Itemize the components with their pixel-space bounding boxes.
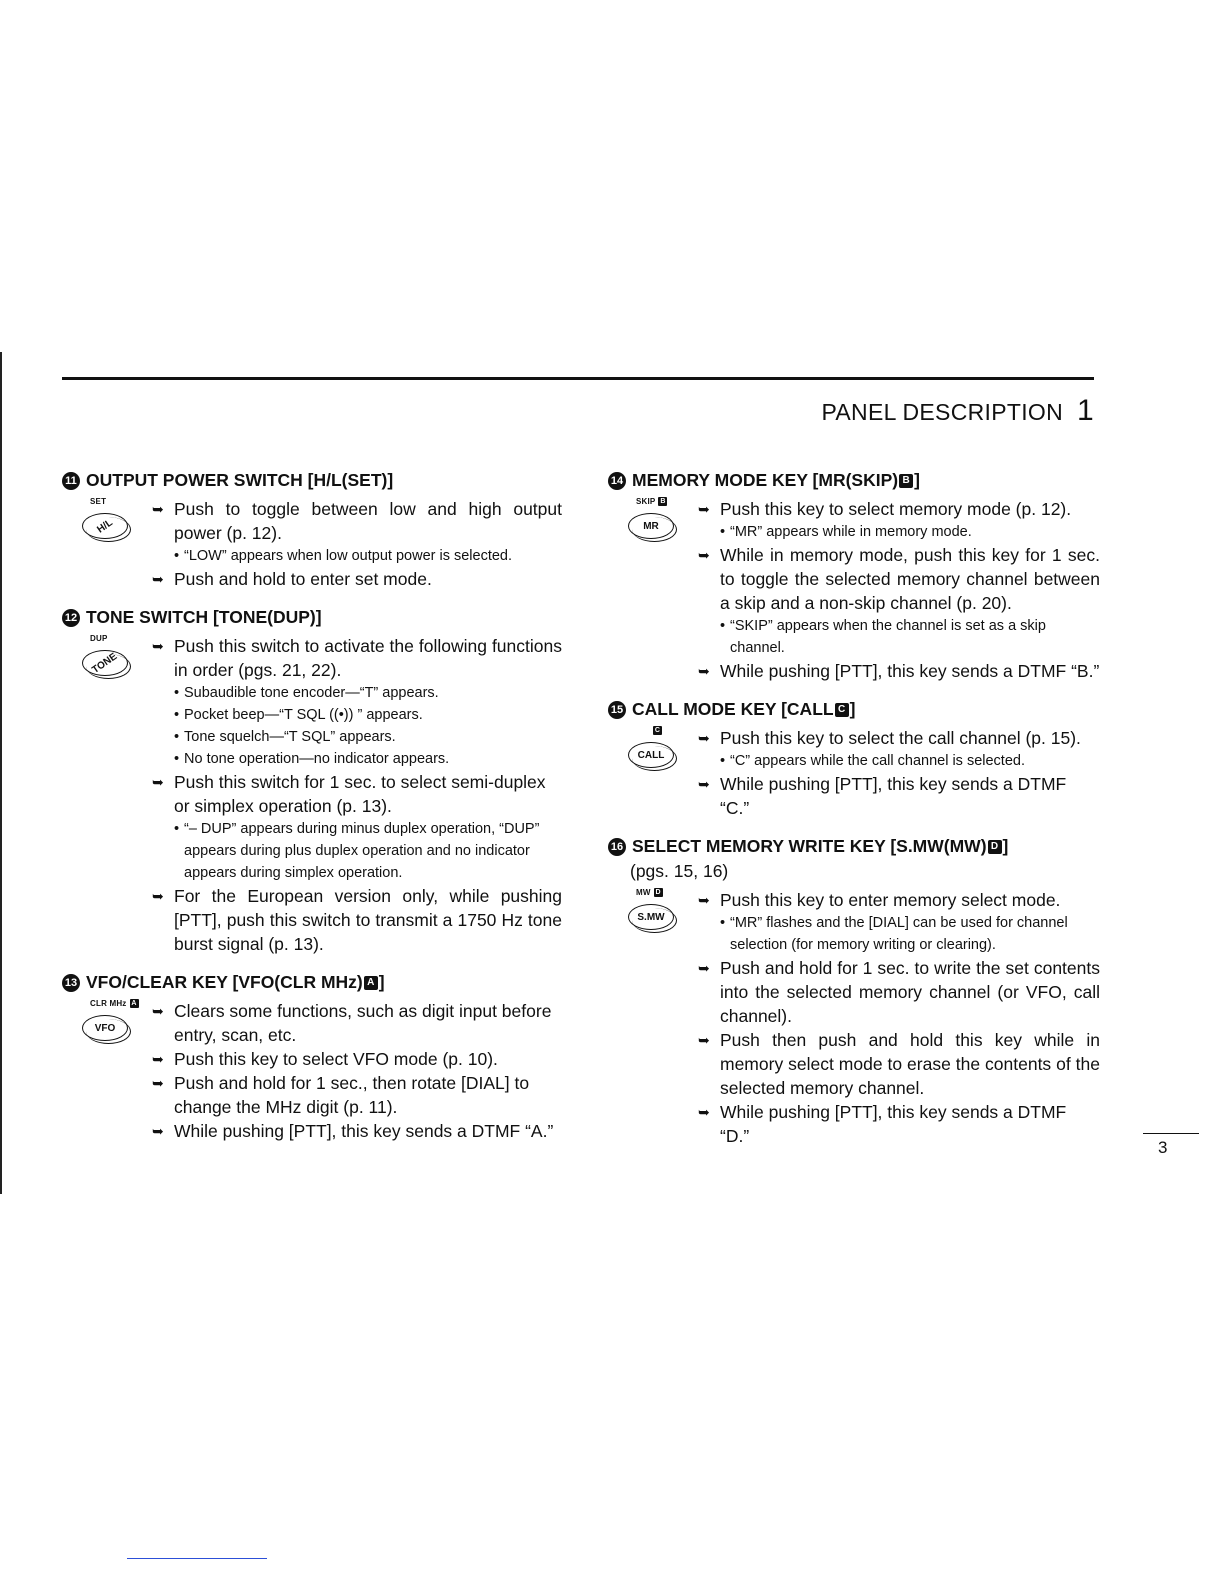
section-11 [62,470,562,591]
key-secondary-label [90,634,108,643]
key-letter-icon: C [654,727,661,734]
bullet-text: “MR” appears while in memory mode. [730,524,972,540]
bullet-item [174,704,562,726]
bullet-text: Pocket beep—“T SQL ((•)) ” appears. [184,707,423,723]
list-item [152,497,562,545]
section-body [62,497,562,591]
page-number: 3 [1158,1138,1168,1157]
page-header [821,394,1094,428]
key-letter-icon: B [660,498,666,505]
section-title: PANEL DESCRIPTION [821,399,1063,425]
section-heading-text: OUTPUT POWER SWITCH [H/L(SET)] [86,470,394,490]
key-letter-icon: D [655,889,661,896]
bullet-dot-icon: • [720,618,726,634]
bullet-dot-icon: • [174,729,180,745]
section-heading [62,607,562,628]
arrow-right-icon: ➥ [152,774,164,790]
item-list [152,634,562,956]
key-secondary-label [90,497,106,506]
arrow-right-icon: ➥ [698,776,710,792]
page-number-rule [1143,1133,1199,1134]
key-letter-icon: A [131,1000,137,1007]
key-secondary-label [90,999,140,1008]
bullet-text: “SKIP” appears when the channel is set as a skip channel. [730,618,1046,656]
arrow-right-icon: ➥ [698,1104,710,1120]
bullet-dot-icon: • [720,915,726,931]
item-text: Clears some functions, such as digit input before entry, scan, etc. [174,1001,552,1045]
section-13 [62,972,562,1143]
item-text: Push this key to select the call channel (p. 15). [720,728,1081,748]
page-left-edge [0,352,2,1194]
item-text: Push this key to select memory mode (p. 12). [720,499,1072,519]
list-item [698,543,1100,615]
section-heading-end: ] [1002,836,1009,856]
bullet-item [720,521,1100,543]
key-cap-label: CALL [637,749,665,761]
key-secondary-text: DUP [90,634,108,643]
section-14 [608,470,1100,683]
bullet-dot-icon: • [174,707,180,723]
right-column [608,470,1100,1164]
bullet-item [720,615,1100,659]
circled-number-icon: 14 [608,472,626,490]
key-cap-label: TONE [90,650,120,676]
list-item [152,999,562,1047]
item-list [698,497,1100,683]
bullet-dot-icon: • [174,548,180,564]
key-cap [82,650,128,676]
footer-rule [127,1558,267,1559]
list-item [698,659,1100,683]
item-text: Push this key to enter memory select mode. [720,890,1061,910]
arrow-right-icon: ➥ [152,1123,164,1139]
section-body [608,497,1100,683]
arrow-right-icon: ➥ [152,638,164,654]
bullet-item [720,750,1100,772]
circled-number-icon: 16 [608,838,626,856]
key-letter-icon: D [988,840,1002,854]
item-text: Push then push and hold this key while in memory select mode to erase the contents of the selected memory channel. [720,1030,1100,1098]
key-cap [82,513,128,539]
item-text: Push and hold to enter set mode. [174,569,432,589]
item-text: Push this switch for 1 sec. to select semi-duplex or simplex operation (p. 13). [174,772,546,816]
circled-number-icon: 12 [62,609,80,627]
item-text: Push and hold for 1 sec. to write the set contents into the selected memory channel (or VFO, call channel). [720,958,1100,1026]
arrow-right-icon: ➥ [152,1003,164,1019]
key-secondary-text: MW [636,888,651,897]
key-button-icon [62,497,152,591]
key-button-icon [62,634,152,956]
list-item [698,772,1100,820]
arrow-right-icon: ➥ [698,501,710,517]
section-heading-end: ] [378,972,385,992]
bullet-text: “– DUP” appears during minus duplex operation, “DUP” appears during plus duplex operation and no indicator appears during simplex operation. [184,821,540,881]
list-item [152,1047,562,1071]
arrow-right-icon: ➥ [698,663,710,679]
section-body [62,634,562,956]
item-text: While pushing [PTT], this key sends a DTMF “A.” [174,1121,554,1141]
key-button-icon [608,726,698,820]
list-item [152,1119,562,1143]
bullet-dot-icon: • [720,524,726,540]
bullet-dot-icon: • [174,751,180,767]
list-item [152,770,562,818]
circled-number-icon: 11 [62,472,80,490]
item-list [698,726,1100,820]
key-secondary-label [652,726,663,735]
arrow-right-icon: ➥ [698,547,710,563]
section-12 [62,607,562,956]
section-heading [608,699,1100,720]
key-secondary-text: SET [90,497,107,506]
bullet-item [720,912,1100,956]
arrow-right-icon: ➥ [152,1075,164,1091]
list-item [152,1071,562,1119]
circled-number-icon: 15 [608,701,626,719]
key-secondary-text: SKIP [636,497,656,506]
key-letter-icon: C [835,703,849,717]
bullet-text: “MR” flashes and the [DIAL] can be used for channel selection (for memory writing or clearing). [730,915,1068,953]
bullet-dot-icon: • [174,821,180,837]
bullet-dot-icon: • [174,685,180,701]
circled-number-icon: 13 [62,974,80,992]
section-heading-text: VFO/CLEAR KEY [VFO(CLR MHz) [86,972,363,992]
list-item [152,567,562,591]
key-letter-icon: B [899,474,913,488]
bullet-item [174,726,562,748]
arrow-right-icon: ➥ [698,1032,710,1048]
list-item [698,1100,1100,1148]
bullet-item [174,545,562,567]
bullet-text: “LOW” appears when low output power is selected. [184,548,513,564]
section-body [608,888,1100,1148]
key-cap-label: H/L [95,516,115,536]
item-text: Push and hold for 1 sec., then rotate [DIAL] to change the MHz digit (p. 11). [174,1073,530,1117]
key-cap-label: VFO [94,1022,116,1034]
arrow-right-icon: ➥ [152,1051,164,1067]
section-heading-text: SELECT MEMORY WRITE KEY [S.MW(MW) [632,836,987,856]
key-button-icon [608,888,698,1148]
key-cap [628,904,674,930]
arrow-right-icon: ➥ [698,960,710,976]
arrow-right-icon: ➥ [698,892,710,908]
arrow-right-icon: ➥ [152,571,164,587]
section-heading-end: ] [914,470,920,490]
item-text: While in memory mode, push this key for 1 sec. to toggle the selected memory channel between a skip and a non-skip channel (p. 20). [720,545,1100,613]
left-column [62,470,562,1159]
item-list [152,497,562,591]
section-heading-text: CALL MODE KEY [CALL [632,699,834,719]
list-item [698,497,1100,521]
arrow-right-icon: ➥ [152,501,164,517]
section-heading [608,836,1100,857]
section-heading-text: MEMORY MODE KEY [MR(SKIP) [632,470,899,490]
list-item [152,884,562,956]
key-button-icon [608,497,698,683]
item-text: While pushing [PTT], this key sends a DTMF “B.” [720,661,1100,681]
arrow-right-icon: ➥ [698,730,710,746]
key-cap-label: S.MW [637,911,665,923]
section-15 [608,699,1100,820]
item-list [152,999,562,1143]
bullet-item [174,682,562,704]
key-letter-icon: A [364,976,378,990]
section-body [62,999,562,1143]
key-secondary-text: CLR MHz [90,999,127,1008]
bullet-text: Tone squelch—“T SQL” appears. [184,729,396,745]
bullet-item [174,748,562,770]
bullet-item [174,818,562,884]
key-button-icon [62,999,152,1143]
chapter-number: 1 [1077,394,1094,427]
list-item [698,956,1100,1028]
item-list [698,888,1100,1148]
bullet-text: Subaudible tone encoder—“T” appears. [184,685,439,701]
key-cap-label: MR [643,520,659,532]
item-text: While pushing [PTT], this key sends a DTMF “D.” [720,1102,1067,1146]
item-text: For the European version only, while pushing [PTT], push this switch to transmit a 1750 Hz tone burst signal (p. 13). [174,886,562,954]
list-item [698,888,1100,912]
item-text: Push this switch to activate the following functions in order (pgs. 21, 22). [174,636,562,680]
bullet-dot-icon: • [720,753,726,769]
item-text: While pushing [PTT], this key sends a DTMF “C.” [720,774,1067,818]
section-subheading: (pgs. 15, 16) [630,861,729,881]
bullet-text: No tone operation—no indicator appears. [184,751,450,767]
key-secondary-label [636,888,664,897]
key-cap [628,742,674,768]
item-text: Push this key to select VFO mode (p. 10). [174,1049,498,1069]
key-cap [628,513,674,539]
list-item [698,1028,1100,1100]
arrow-right-icon: ➥ [152,888,164,904]
item-text: Push to toggle between low and high output power (p. 12). [174,499,562,543]
section-16 [608,836,1100,1148]
section-heading [62,972,562,993]
section-body [608,726,1100,820]
list-item [152,634,562,682]
key-cap [82,1015,128,1041]
section-heading-end: ] [849,699,856,719]
bullet-text: “C” appears while the call channel is selected. [730,753,1025,769]
key-secondary-label [636,497,668,506]
section-heading [62,470,562,491]
header-rule [62,377,1094,380]
section-heading [608,470,1100,491]
list-item [698,726,1100,750]
section-heading-text: TONE SWITCH [TONE(DUP)] [86,607,322,627]
